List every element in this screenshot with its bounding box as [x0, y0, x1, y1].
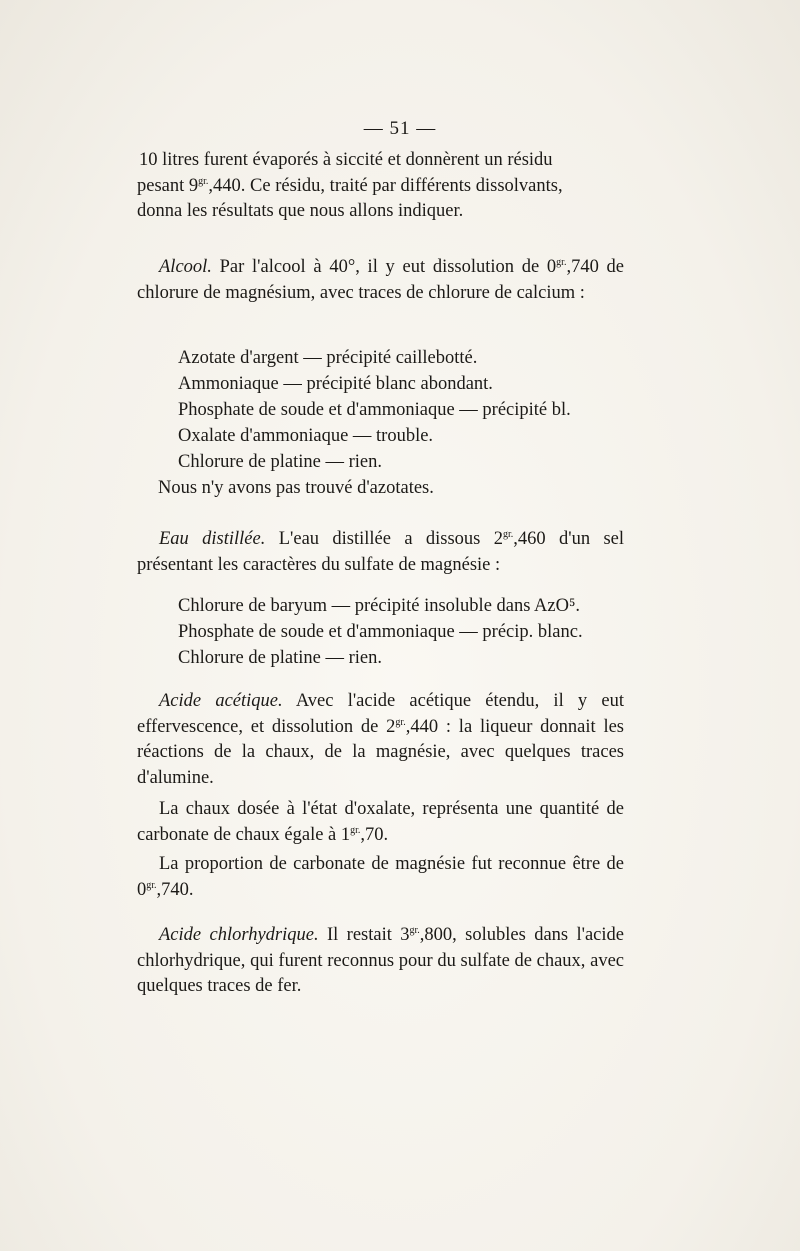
text-run: Avec l'acide acétique étendu, il y eut effervescence, et dissolution de 2: [137, 691, 624, 737]
alcool-conclusion: Nous n'y avons pas trouvé d'azotates.: [158, 478, 434, 498]
text-run: ,440 : la liqueur donnait les réactions de la chaux, de la magnésie, avec quelques traces d'alumine.: [137, 716, 624, 788]
intro-line: 10 litres furent évaporés à siccité et donnèrent un résidu: [139, 150, 553, 170]
text-run: La proportion de carbonate de magnésie fut reconnue être de 0: [137, 854, 624, 900]
text-run: ,460 d'un sel présentant les caractères du sulfate de magnésie :: [137, 529, 624, 575]
eau-test-list: [178, 593, 638, 671]
list-item: Chlorure de baryum — précipité insoluble dans AzO⁵.: [178, 596, 581, 616]
text-run: La chaux dosée à l'état d'oxalate, représenta une quantité de carbonate de chaux égale à 1: [137, 799, 624, 845]
list-item: Azotate d'argent — précipité caillebotté.: [178, 348, 478, 368]
acetique-paragraph: [137, 689, 624, 791]
intro-paragraph: [137, 148, 624, 225]
intro-line: donna les résultats que nous allons indiquer.: [137, 201, 464, 221]
unit-superscript: gr.: [556, 256, 567, 268]
text-run: ,800, solubles dans l'acide chlorhydrique, qui furent reconnus pour du sulfate de chaux, avec quelques traces de fer.: [137, 925, 624, 996]
text-run: ,440. Ce résidu, traité par différents dissolvants,: [208, 175, 563, 196]
eau-paragraph: [137, 527, 624, 578]
chlorhydrique-paragraph: [137, 923, 624, 1000]
text-run: Il restait 3: [318, 925, 410, 945]
list-item: Chlorure de platine — rien.: [178, 648, 382, 668]
text-run: ,740 de chlorure de magnésium, avec traces de chlorure de calcium :: [137, 257, 625, 303]
alcool-test-list: [178, 345, 638, 475]
acetique-magnesie-paragraph: [137, 852, 624, 903]
section-lead: Alcool.: [159, 257, 212, 277]
unit-superscript: gr.: [395, 716, 406, 728]
unit-superscript: gr.: [409, 924, 420, 936]
text-run: pesant 9: [137, 175, 199, 196]
unit-superscript: gr.: [198, 175, 209, 187]
acetique-chaux-paragraph: [137, 797, 624, 848]
unit-superscript: gr.: [146, 879, 157, 891]
page-number: — 51 —: [363, 118, 437, 139]
text-run: ,70.: [360, 824, 389, 845]
text-run: Par l'alcool à 40°, il y eut dissolution de 0: [211, 257, 557, 277]
unit-superscript: gr.: [350, 824, 361, 836]
section-lead: Acide acétique.: [159, 691, 283, 711]
list-item: Chlorure de platine — rien.: [178, 452, 382, 472]
list-item: Oxalate d'ammoniaque — trouble.: [178, 426, 434, 446]
alcool-paragraph: [137, 255, 624, 306]
list-item: Phosphate de soude et d'ammoniaque — précip. blanc.: [178, 622, 583, 642]
section-lead: Acide chlorhydrique.: [159, 925, 319, 945]
list-item: Ammoniaque — précipité blanc abondant.: [178, 374, 493, 394]
text-run: L'eau distillée a dissous 2: [265, 529, 503, 549]
unit-superscript: gr.: [502, 528, 514, 540]
text-run: ,740.: [156, 879, 194, 900]
section-lead: Eau distillée.: [159, 529, 266, 549]
list-item: Phosphate de soude et d'ammoniaque — précipité bl.: [178, 400, 571, 420]
intro-line: [137, 174, 624, 200]
